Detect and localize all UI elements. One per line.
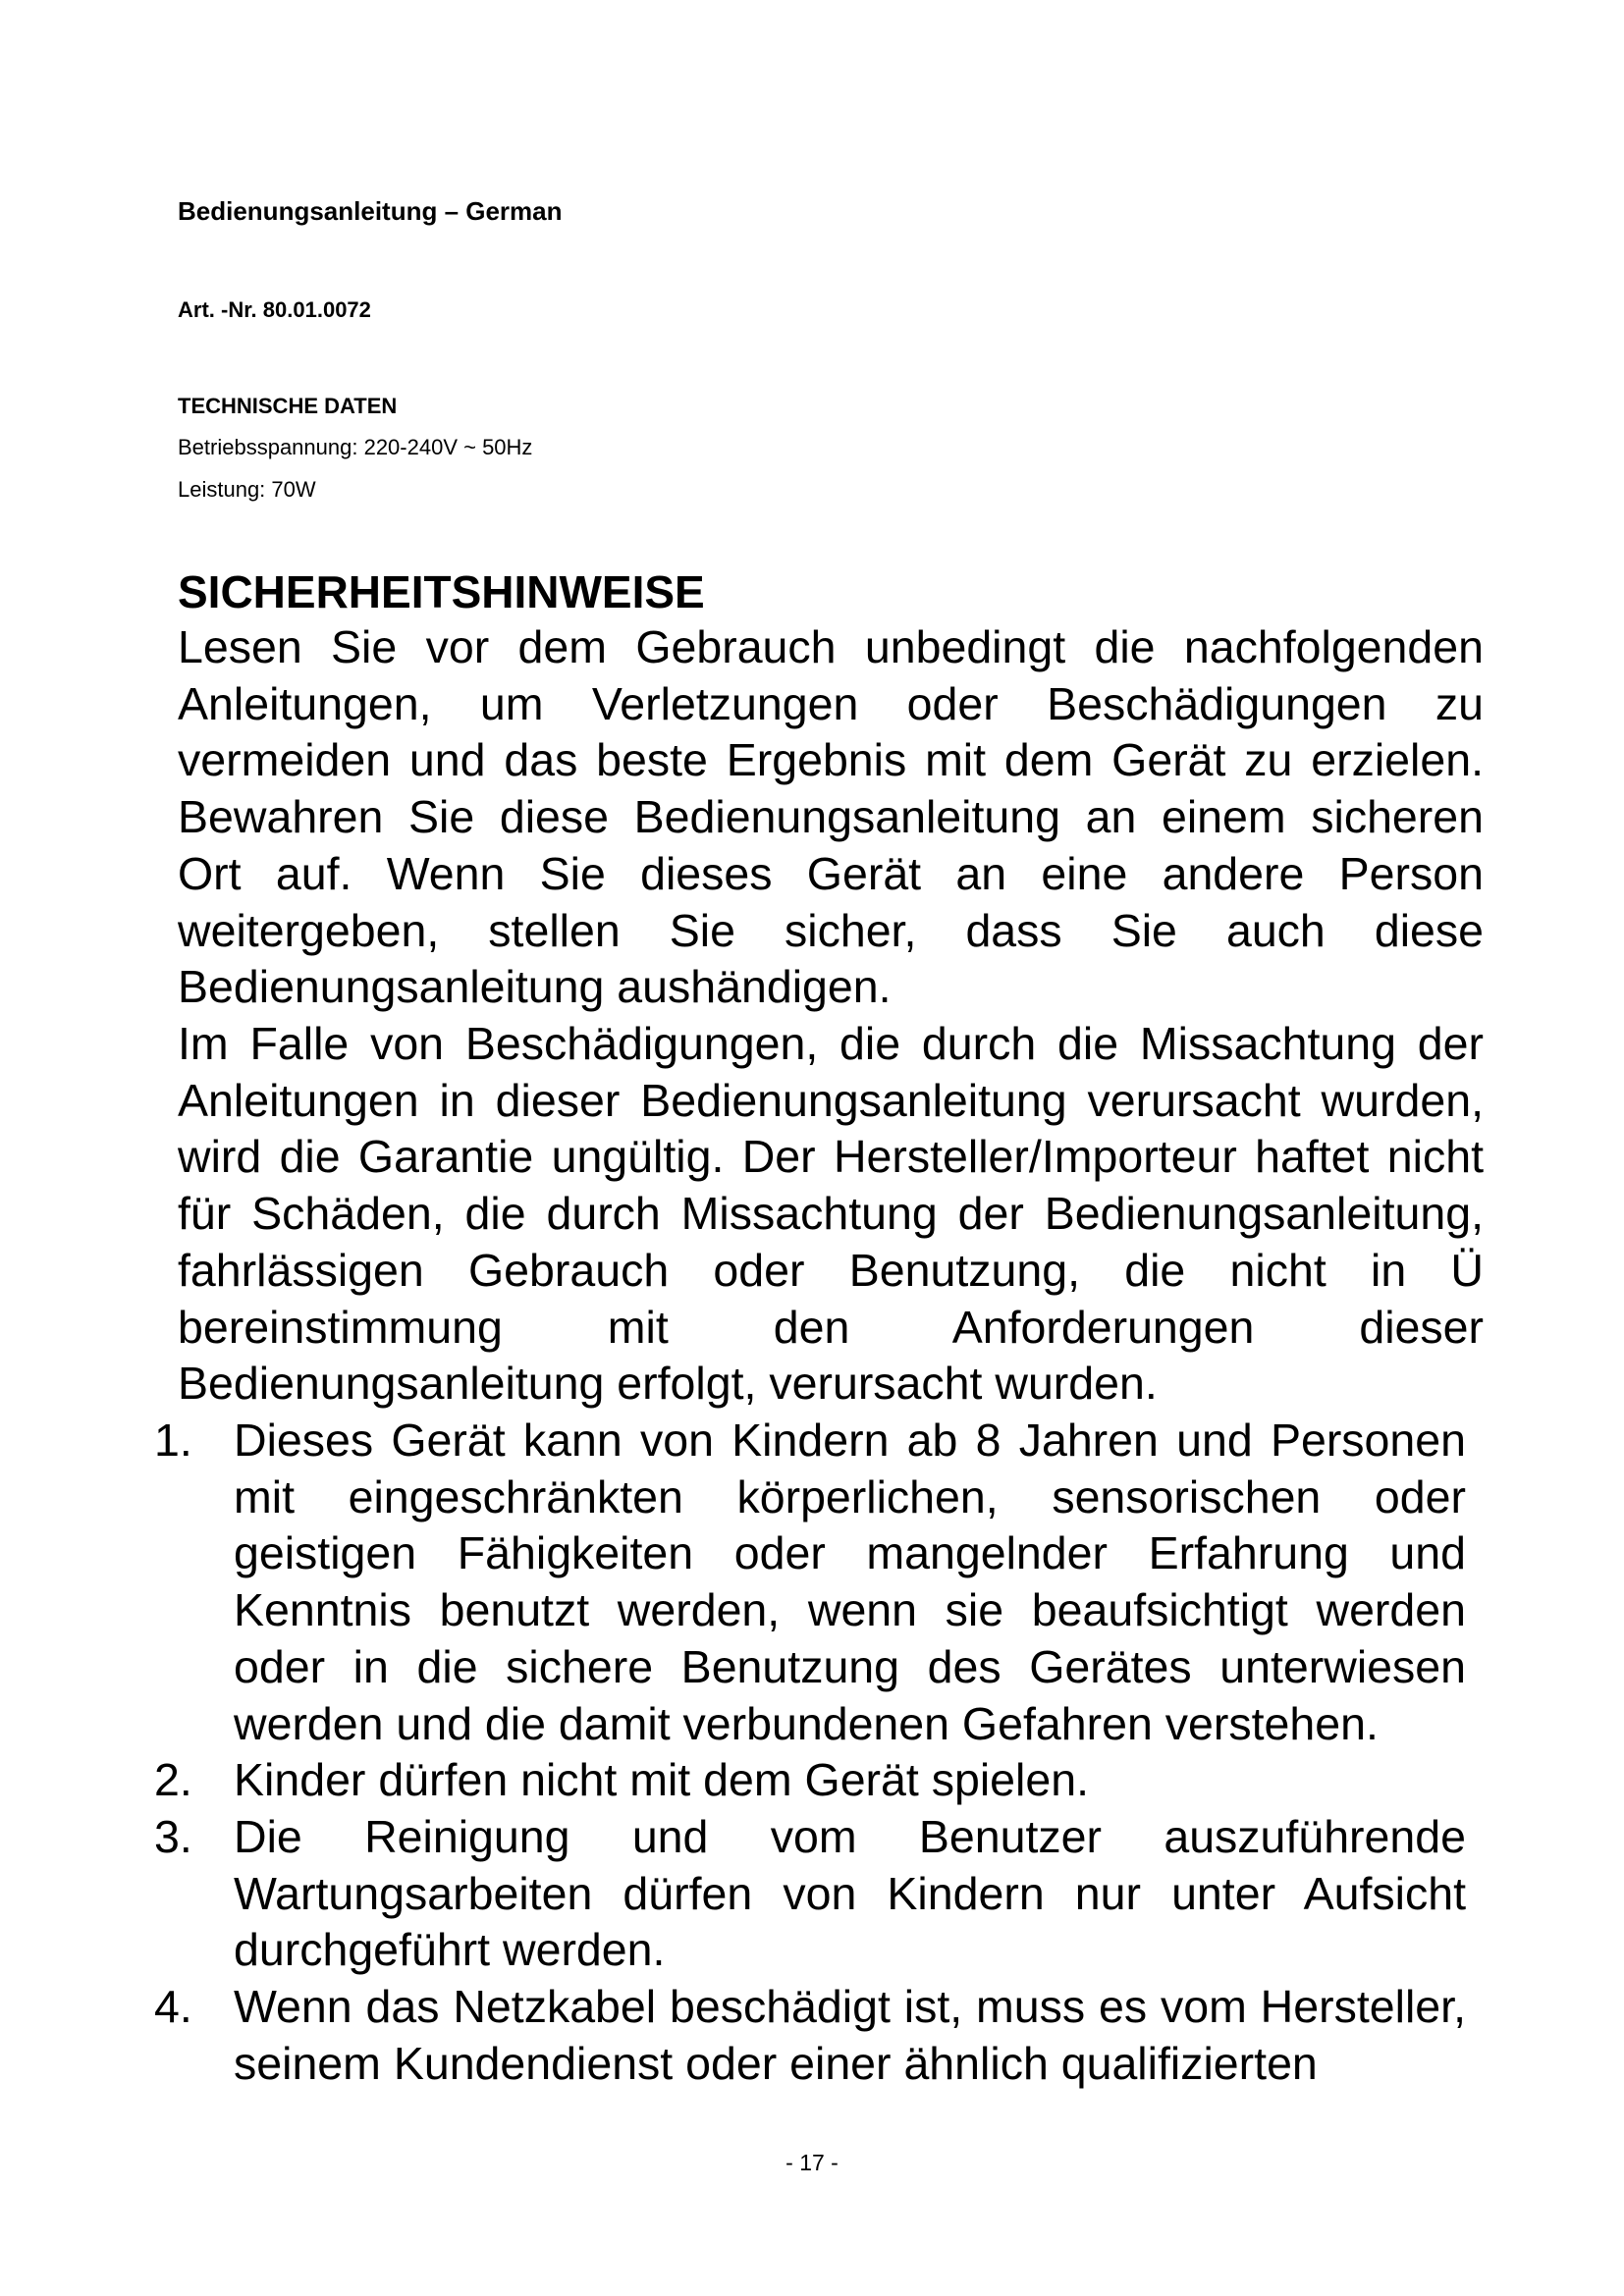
list-item	[0, 1752, 1624, 1809]
list-item	[0, 1979, 1624, 2092]
list-item-number: 2.	[154, 1754, 192, 1806]
spec-operating-voltage: Betriebsspannung: 220-240V ~ 50Hz	[178, 435, 533, 459]
list-item	[0, 1809, 1624, 1979]
technical-data-heading: TECHNISCHE DATEN	[178, 394, 398, 418]
safety-intro-paragraph: Lesen Sie vor dem Gebrauch unbedingt die nachfolgenden Anleitungen, um Verletzungen oder Beschädigungen zu vermeiden und das beste Ergebnis mit dem Gerät zu erzielen. Bewahren Sie diese Bedienungsanleitung an einem sicheren Ort auf. Wenn Sie dieses Gerät an eine andere Person weitergeben, stellen Sie sicher, dass Sie auch diese Bedienungsanleitung aushändigen.	[178, 621, 1484, 1013]
list-item-number: 1.	[154, 1415, 192, 1466]
list-item	[0, 1413, 1624, 1752]
article-number: Art. -Nr. 80.01.0072	[178, 297, 371, 322]
list-item-text: Wenn das Netzkabel beschädigt ist, muss es vom Hersteller, seinem Kundendienst oder einer ähnlich qualifizierten	[234, 1981, 1466, 2089]
list-item-number: 3.	[154, 1810, 192, 1862]
list-item-text: Die Reinigung und vom Benutzer auszuführende Wartungsarbeiten dürfen von Kindern nur unter Aufsicht durchgeführt werden.	[234, 1810, 1466, 1976]
list-item-text: Dieses Gerät kann von Kindern ab 8 Jahren und Personen mit eingeschränkten körperlichen, sensorischen oder geistigen Fähigkeiten oder mangelnder Erfahrung und Kenntnis benutzt werden, wenn sie beaufsichtigt werden oder in die sichere Benutzung des Gerätes unterwiesen werden und die damit verbundenen Gefahren verstehen.	[234, 1415, 1466, 1749]
document-title: Bedienungsanleitung – German	[178, 196, 563, 226]
safety-instructions-list	[0, 1413, 1624, 2092]
warranty-paragraph: Im Falle von Beschädigungen, die durch die Missachtung der Anleitungen in dieser Bedienungsanleitung verursacht wurden, wird die Garantie ungültig. Der Hersteller/Importeur haftet nicht für Schäden, die durch Missachtung der Bedienungsanleitung, fahrlässigen Gebrauch oder Benutzung, die nicht in Ü bereinstimmung mit den Anforderungen dieser Bedienungsanleitung erfolgt, verursacht wurden.	[178, 1018, 1484, 1410]
spec-power: Leistung: 70W	[178, 477, 316, 502]
list-item-number: 4.	[154, 1981, 192, 2033]
safety-heading: SICHERHEITSHINWEISE	[178, 566, 705, 617]
list-item-text: Kinder dürfen nicht mit dem Gerät spielen.	[234, 1754, 1090, 1806]
page-number: - 17 -	[785, 2150, 839, 2175]
